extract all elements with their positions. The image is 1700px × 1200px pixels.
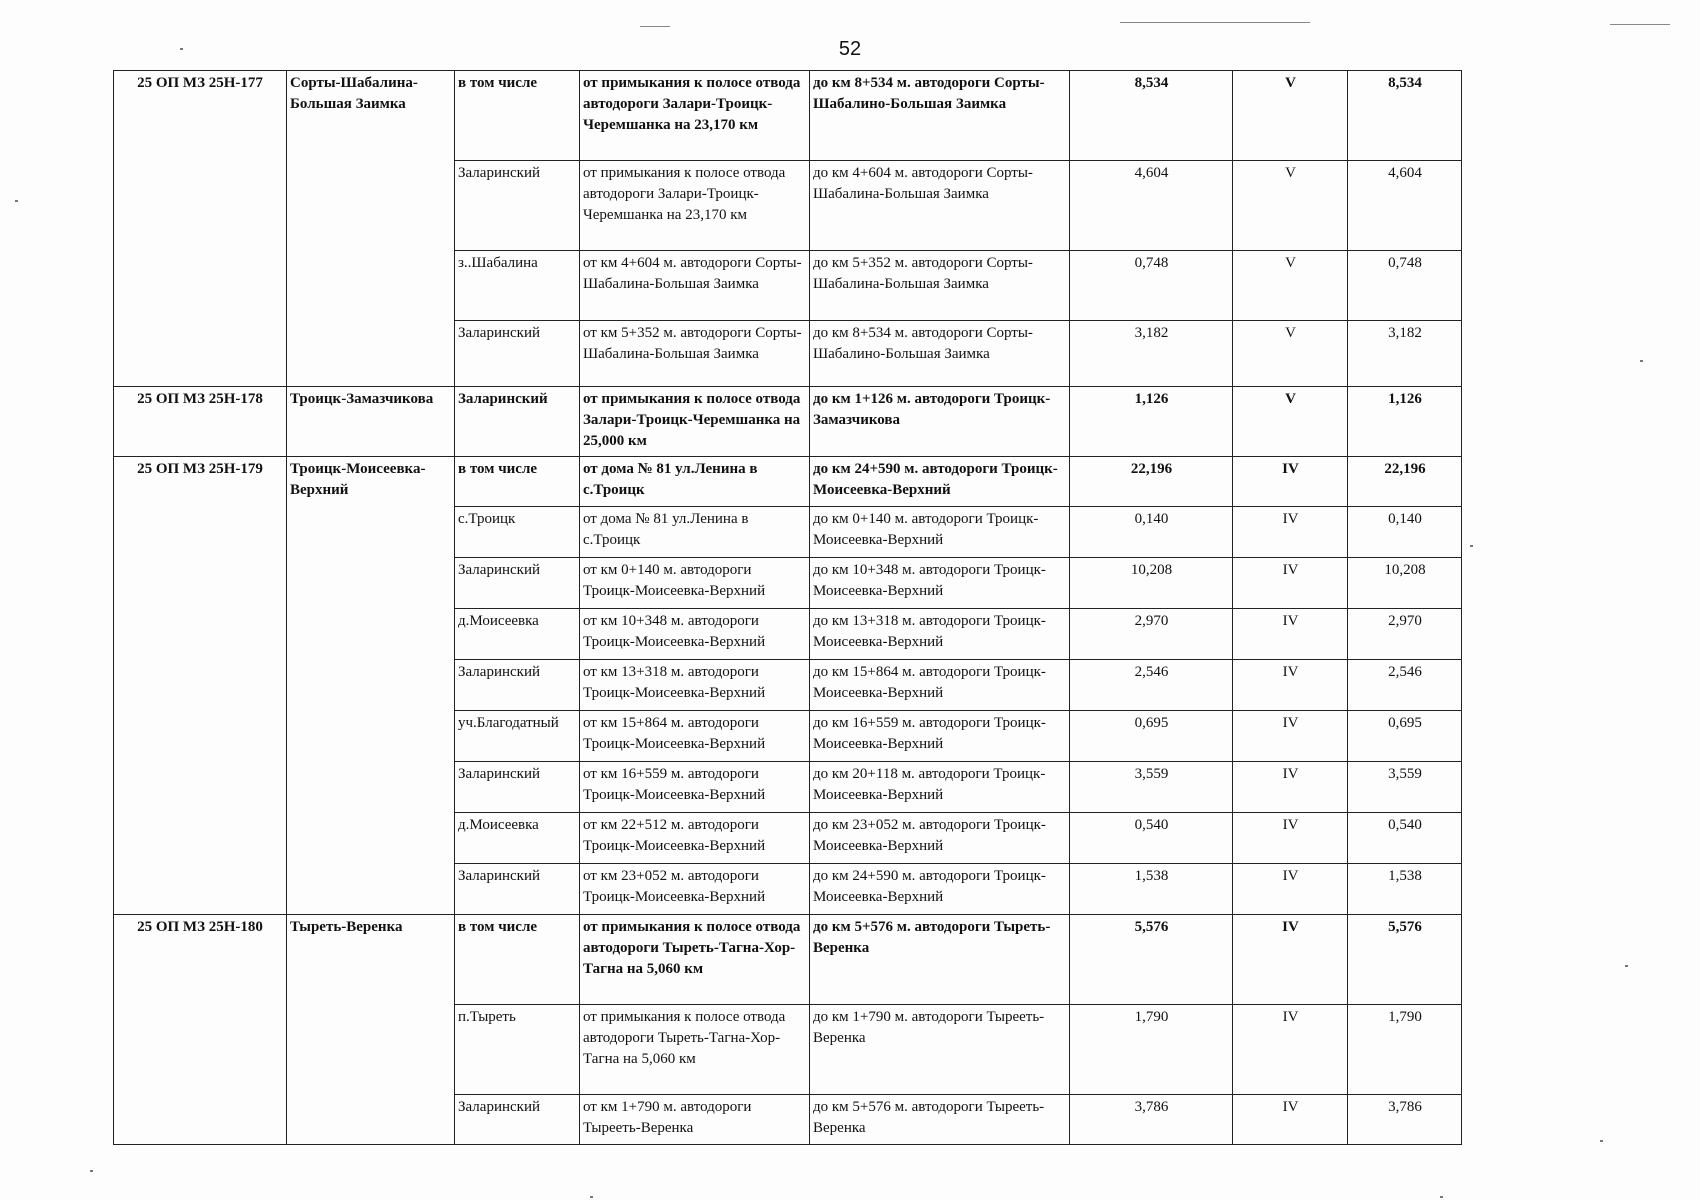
total-cell: 1,126: [1348, 387, 1462, 457]
table-row: [114, 457, 1462, 507]
settlement-cell: с.Троицк: [455, 507, 580, 558]
length-cell: 0,748: [1070, 251, 1233, 321]
from-cell: от дома № 81 ул.Ленина в с.Троицк: [580, 457, 810, 507]
from-cell: от км 13+318 м. автодороги Троицк-Моисеевка-Верхний: [580, 660, 810, 711]
to-cell: до км 16+559 м. автодороги Троицк-Моисеевка-Верхний: [810, 711, 1070, 762]
length-cell: 3,786: [1070, 1095, 1233, 1145]
settlement-cell: Заларинский: [455, 321, 580, 387]
scan-artifact: [1600, 1140, 1603, 1142]
to-cell: до км 5+576 м. автодороги Тыреть-Веренка: [810, 915, 1070, 1005]
category-cell: IV: [1233, 864, 1348, 915]
settlement-cell: з..Шабалина: [455, 251, 580, 321]
settlement-cell: п.Тыреть: [455, 1005, 580, 1095]
total-cell: 0,540: [1348, 813, 1462, 864]
total-cell: 0,140: [1348, 507, 1462, 558]
page-number: 52: [838, 38, 862, 60]
category-cell: V: [1233, 387, 1348, 457]
table-row: [114, 71, 1462, 161]
total-cell: 1,790: [1348, 1005, 1462, 1095]
from-cell: от км 16+559 м. автодороги Троицк-Моисеевка-Верхний: [580, 762, 810, 813]
total-cell: 1,538: [1348, 864, 1462, 915]
from-cell: от км 4+604 м. автодороги Сорты-Шабалина-Большая Заимка: [580, 251, 810, 321]
to-cell: до км 24+590 м. автодороги Троицк-Моисеевка-Верхний: [810, 457, 1070, 507]
to-cell: до км 10+348 м. автодороги Троицк-Моисеевка-Верхний: [810, 558, 1070, 609]
from-cell: от км 0+140 м. автодороги Троицк-Моисеевка-Верхний: [580, 558, 810, 609]
from-cell: от примыкания к полосе отвода автодороги Залари-Троицк-Черемшанка на 23,170 км: [580, 161, 810, 251]
scan-artifact: [1610, 24, 1670, 25]
total-cell: 2,546: [1348, 660, 1462, 711]
length-cell: 1,126: [1070, 387, 1233, 457]
road-name: Троицк-Замазчикова: [287, 387, 455, 457]
road-code: 25 ОП МЗ 25Н-178: [114, 387, 287, 457]
length-cell: 1,790: [1070, 1005, 1233, 1095]
category-cell: IV: [1233, 813, 1348, 864]
length-cell: 8,534: [1070, 71, 1233, 161]
from-cell: от дома № 81 ул.Ленина в с.Троицк: [580, 507, 810, 558]
from-cell: от км 23+052 м. автодороги Троицк-Моисеевка-Верхний: [580, 864, 810, 915]
length-cell: 2,970: [1070, 609, 1233, 660]
length-cell: 5,576: [1070, 915, 1233, 1005]
total-cell: 4,604: [1348, 161, 1462, 251]
category-cell: V: [1233, 321, 1348, 387]
category-cell: IV: [1233, 660, 1348, 711]
to-cell: до км 23+052 м. автодороги Троицк-Моисеевка-Верхний: [810, 813, 1070, 864]
from-cell: от примыкания к полосе отвода Залари-Троицк-Черемшанка на 25,000 км: [580, 387, 810, 457]
category-cell: IV: [1233, 1005, 1348, 1095]
road-name: Тыреть-Веренка: [287, 915, 455, 1145]
category-cell: IV: [1233, 915, 1348, 1005]
length-cell: 3,182: [1070, 321, 1233, 387]
total-cell: 22,196: [1348, 457, 1462, 507]
length-cell: 0,695: [1070, 711, 1233, 762]
length-cell: 10,208: [1070, 558, 1233, 609]
from-cell: от км 10+348 м. автодороги Троицк-Моисеевка-Верхний: [580, 609, 810, 660]
settlement-cell: Заларинский: [455, 864, 580, 915]
to-cell: до км 5+576 м. автодороги Тырееть-Веренка: [810, 1095, 1070, 1145]
scan-artifact: [15, 200, 18, 202]
settlement-cell: в том числе: [455, 915, 580, 1005]
length-cell: 1,538: [1070, 864, 1233, 915]
settlement-cell: Заларинский: [455, 558, 580, 609]
road-name: Троицк-Моисеевка-Верхний: [287, 457, 455, 915]
settlement-cell: Заларинский: [455, 762, 580, 813]
total-cell: 8,534: [1348, 71, 1462, 161]
total-cell: 10,208: [1348, 558, 1462, 609]
category-cell: IV: [1233, 457, 1348, 507]
category-cell: IV: [1233, 762, 1348, 813]
category-cell: V: [1233, 71, 1348, 161]
from-cell: от примыкания к полосе отвода автодороги Тыреть-Тагна-Хор-Тагна на 5,060 км: [580, 915, 810, 1005]
from-cell: от км 15+864 м. автодороги Троицк-Моисеевка-Верхний: [580, 711, 810, 762]
to-cell: до км 8+534 м. автодороги Сорты-Шабалино-Большая Заимка: [810, 321, 1070, 387]
length-cell: 0,540: [1070, 813, 1233, 864]
road-code: 25 ОП МЗ 25Н-179: [114, 457, 287, 915]
total-cell: 3,786: [1348, 1095, 1462, 1145]
settlement-cell: уч.Благодатный: [455, 711, 580, 762]
from-cell: от примыкания к полосе отвода автодороги Тыреть-Тагна-Хор-Тагна на 5,060 км: [580, 1005, 810, 1095]
category-cell: IV: [1233, 1095, 1348, 1145]
from-cell: от км 5+352 м. автодороги Сорты-Шабалина-Большая Заимка: [580, 321, 810, 387]
total-cell: 0,748: [1348, 251, 1462, 321]
table-row: [114, 915, 1462, 1005]
scan-artifact: [590, 1196, 593, 1198]
scan-artifact: [1470, 545, 1473, 547]
to-cell: до км 4+604 м. автодороги Сорты-Шабалина-Большая Заимка: [810, 161, 1070, 251]
total-cell: 2,970: [1348, 609, 1462, 660]
length-cell: 2,546: [1070, 660, 1233, 711]
from-cell: от км 22+512 м. автодороги Троицк-Моисеевка-Верхний: [580, 813, 810, 864]
settlement-cell: в том числе: [455, 71, 580, 161]
length-cell: 22,196: [1070, 457, 1233, 507]
total-cell: 5,576: [1348, 915, 1462, 1005]
to-cell: до км 1+126 м. автодороги Троицк-Замазчикова: [810, 387, 1070, 457]
settlement-cell: д.Моисеевка: [455, 609, 580, 660]
scan-artifact: [1440, 1196, 1443, 1198]
category-cell: V: [1233, 161, 1348, 251]
total-cell: 3,559: [1348, 762, 1462, 813]
total-cell: 0,695: [1348, 711, 1462, 762]
to-cell: до км 5+352 м. автодороги Сорты-Шабалина-Большая Заимка: [810, 251, 1070, 321]
to-cell: до км 0+140 м. автодороги Троицк-Моисеевка-Верхний: [810, 507, 1070, 558]
to-cell: до км 20+118 м. автодороги Троицк-Моисеевка-Верхний: [810, 762, 1070, 813]
to-cell: до км 24+590 м. автодороги Троицк-Моисеевка-Верхний: [810, 864, 1070, 915]
settlement-cell: Заларинский: [455, 387, 580, 457]
to-cell: до км 8+534 м. автодороги Сорты-Шабалино-Большая Заимка: [810, 71, 1070, 161]
category-cell: IV: [1233, 609, 1348, 660]
to-cell: до км 13+318 м. автодороги Троицк-Моисеевка-Верхний: [810, 609, 1070, 660]
from-cell: от примыкания к полосе отвода автодороги Залари-Троицк-Черемшанка на 23,170 км: [580, 71, 810, 161]
category-cell: IV: [1233, 507, 1348, 558]
scan-artifact: [1640, 360, 1643, 362]
category-cell: V: [1233, 251, 1348, 321]
road-name: Сорты-Шабалина-Большая Заимка: [287, 71, 455, 387]
settlement-cell: Заларинский: [455, 161, 580, 251]
scan-artifact: [1120, 22, 1310, 23]
settlement-cell: в том числе: [455, 457, 580, 507]
length-cell: 0,140: [1070, 507, 1233, 558]
road-code: 25 ОП МЗ 25Н-177: [114, 71, 287, 387]
length-cell: 4,604: [1070, 161, 1233, 251]
scan-artifact: [90, 1170, 93, 1172]
settlement-cell: Заларинский: [455, 1095, 580, 1145]
scan-artifact: [180, 48, 183, 50]
to-cell: до км 15+864 м. автодороги Троицк-Моисеевка-Верхний: [810, 660, 1070, 711]
category-cell: IV: [1233, 711, 1348, 762]
category-cell: IV: [1233, 558, 1348, 609]
table-row: [114, 387, 1462, 457]
roads-table: [113, 70, 1462, 1145]
settlement-cell: Заларинский: [455, 660, 580, 711]
to-cell: до км 1+790 м. автодороги Тырееть-Веренка: [810, 1005, 1070, 1095]
road-code: 25 ОП МЗ 25Н-180: [114, 915, 287, 1145]
total-cell: 3,182: [1348, 321, 1462, 387]
scan-artifact: [640, 26, 670, 27]
scan-artifact: [1625, 965, 1628, 967]
settlement-cell: д.Моисеевка: [455, 813, 580, 864]
length-cell: 3,559: [1070, 762, 1233, 813]
from-cell: от км 1+790 м. автодороги Тырееть-Веренка: [580, 1095, 810, 1145]
